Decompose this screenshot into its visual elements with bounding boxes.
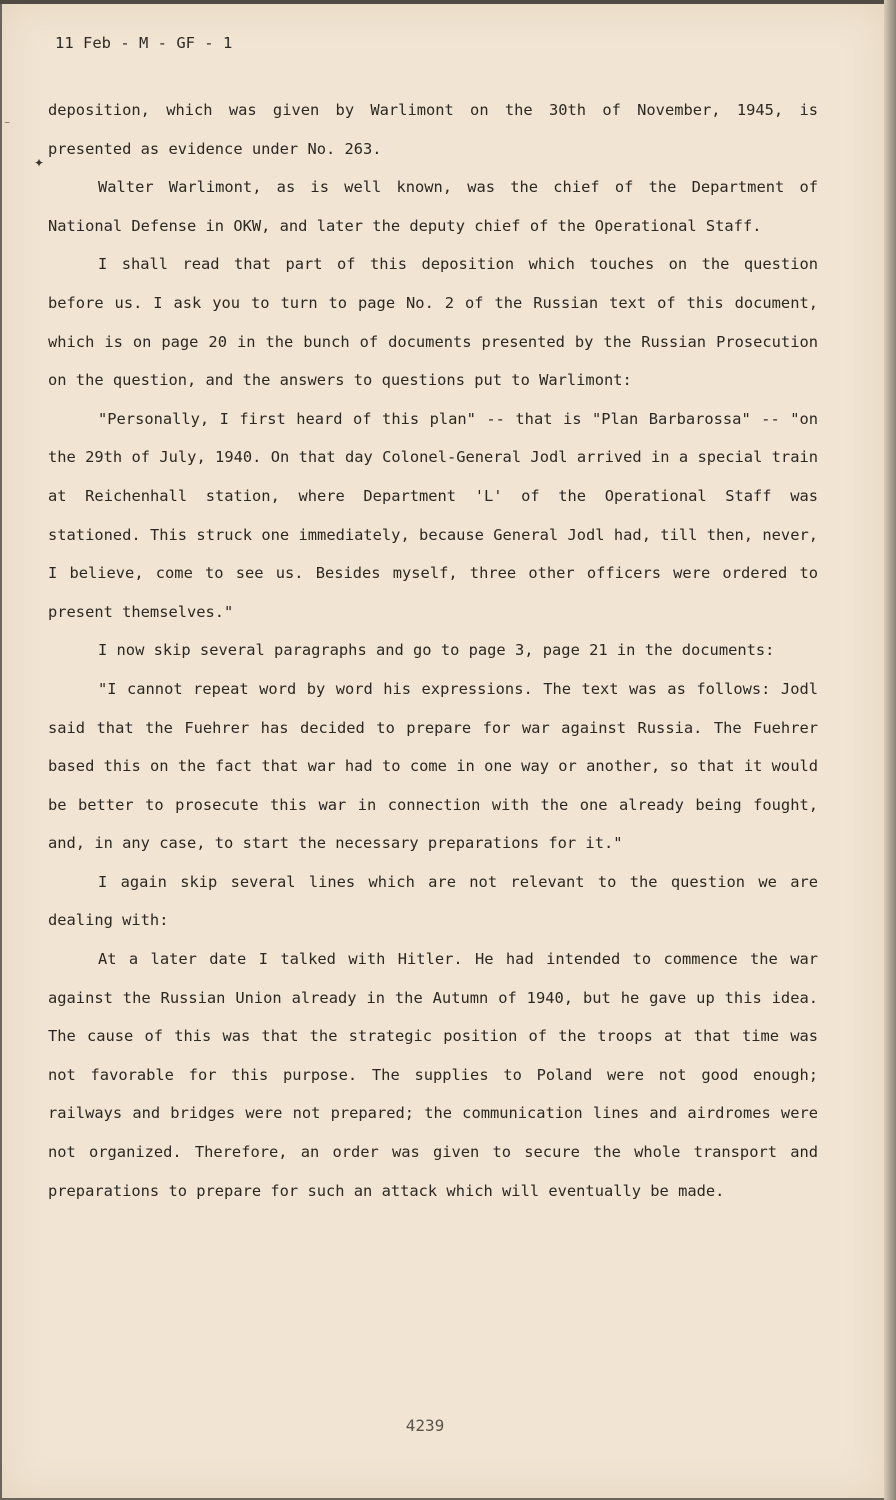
page-header: 11 Feb - M - GF - 1 [55,34,233,52]
paragraph-8: At a later date I talked with Hitler. He had intended to commence the war against the Russian Union already in the Autumn of 1940, but he gave up this idea. The cause of this was that the strategic position of the troops at that time was not favorable for this purpose. The supplies to Poland were not good enough; railways and bridges were not prepared; the communication lines and airdromes were not organized. Therefore, an order was given to secure the whole transport and preparations to prepare for such an attack which will eventually be made. [48,950,818,1200]
paragraph-7: I again skip several lines which are not relevant to the question we are dealing with: [48,872,818,930]
paragraph-1: deposition, which was given by Warlimont on the 30th of November, 1945, is presented as evidence under No. 263. [48,101,818,158]
margin-tick-mark: ⁻ [4,117,11,131]
paragraph-3: I shall read that part of this deposition which touches on the question before us. I ask you to turn to page No. 2 of the Russian text of this document, which is on page 20 in the bunch of documents presented by the Russian Prosecution on the question, and the answers to questions put to Warlimont: [48,255,818,390]
page-number: 4239 [405,1416,445,1435]
paragraph-2: Walter Warlimont, as is well known, was the chief of the Department of National Defense in OKW, and later the deputy chief of the Operational Staff. [48,178,818,235]
margin-star-mark: ✦ [34,156,45,170]
document-body [48,91,818,1210]
paragraph-5: I now skip several paragraphs and go to page 3, page 21 in the documents: [98,641,775,660]
scan-right-edge [884,0,896,1500]
paragraph-4: "Personally, I first heard of this plan" -- that is "Plan Barbarossa" -- "on the 29th of July, 1940. On that day Colonel-General Jodl arrived in a special train at Reichenhall station, where Department 'L' of the Operational Staff was stationed. This struck one immediately, because General Jodl had, till then, never, I believe, come to see us. Besides myself, three other officers were ordered to present themselves." [48,409,818,621]
paragraph-6: "I cannot repeat word by word his expressions. The text was as follows: Jodl said that the Fuehrer has decided to prepare for war against Russia. The Fuehrer based this on the fact that war had to come in one way or another, so that it would be better to prosecute this war in connection with the one already being fought, and, in any case, to start the necessary preparations for it." [48,679,818,853]
